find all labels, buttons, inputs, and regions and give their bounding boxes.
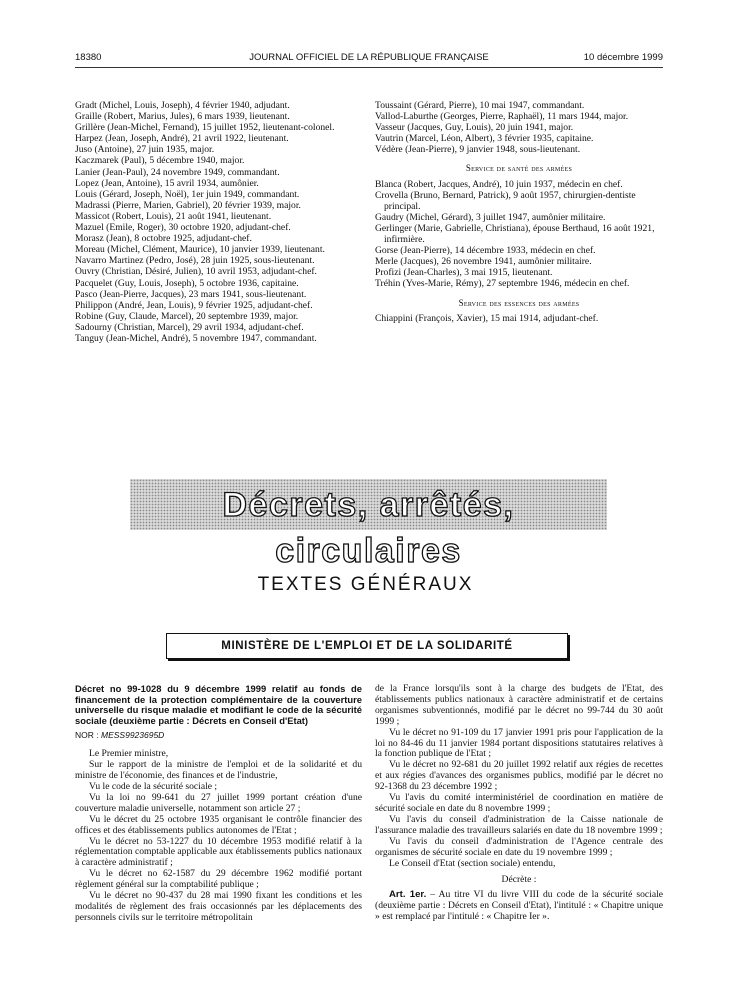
page-header (75, 52, 663, 66)
list-item: Gerlinger (Marie, Gabrielle, Christiana), épouse Berthaud, 16 août 1921, infirmière. (375, 222, 655, 246)
decree-paragraph: Vu le décret du 25 octobre 1935 organisant le contrôle financier des offices et des établissements publics autonomes de l'Etat ; (75, 813, 362, 836)
page-number: 18380 (75, 52, 102, 63)
list-item: Ouvry (Christian, Désiré, Julien), 10 avril 1953, adjudant-chef. (75, 266, 317, 278)
decree-paragraph: de la France lorsqu'ils sont à la charge des budgets de l'Etat, des établissements publics nationaux à caractère administratif et de certains organismes subventionnés, modifié par le décret no 99-744 du 30 août 1999 ; (375, 683, 663, 727)
decree-paragraph: Vu le décret no 53-1227 du 10 décembre 1953 modifié relatif à la réglementation comptable applicable aux établissements publics nationaux à caractère administratif ; (75, 835, 362, 869)
header-rule (75, 67, 663, 68)
list-item: Juso (Antoine), 27 juin 1935, major. (75, 144, 215, 156)
right-list-column (375, 100, 663, 324)
article-text: – Au titre VI du livre VIII du code de la sécurité sociale (deuxième partie : Décrets en Conseil d'Etat), l'intitulé : « Chapitre unique » est remplacé par l'intitulé : « Chapitre Ier ». (375, 889, 664, 923)
list-item: Merle (Jacques), 26 novembre 1941, aumônier militaire. (375, 256, 592, 268)
list-item: Harpez (Jean, Joseph, André), 21 avril 1922, lieutenant. (75, 133, 289, 145)
list-item: Navarro Martinez (Pedro, José), 28 juin 1925, sous-lieutenant. (75, 255, 315, 267)
list-item: Mazuel (Emile, Roger), 30 octobre 1920, adjudant-chef. (75, 222, 291, 234)
decrete-label: Décrète : (501, 874, 537, 886)
list-item: Crovella (Bruno, Bernard, Patrick), 9 août 1957, chirurgien-dentiste principal. (375, 189, 636, 212)
list-item: Louis (Gérard, Joseph, Noël), 1er juin 1949, commandant. (75, 188, 300, 200)
decree-paragraph: Vu le code de la sécurité sociale ; (89, 781, 218, 792)
list-item: Moreau (Michel, Clément, Maurice), 10 janvier 1939, lieutenant. (75, 244, 325, 256)
textes-generaux-heading: TEXTES GÉNÉRAUX (257, 574, 474, 595)
list-item: Vautrin (Marcel, Léon, Albert), 3 février 1935, capitaine. (375, 133, 594, 145)
list-item: Profizi (Jean-Charles), 3 mai 1915, lieutenant. (375, 267, 553, 279)
list-item: Védère (Jean-Pierre), 9 janvier 1948, sous-lieutenant. (375, 144, 581, 156)
nor-label: NOR : (75, 730, 99, 741)
list-item: Tanguy (Jean-Michel, André), 5 novembre 1947, commandant. (75, 332, 317, 344)
decree-paragraph: Vu le décret no 90-437 du 28 mai 1990 fixant les conditions et les modalités de règlement des frais occasionnés par les déplacements des personnels civils sur le territoire métropolitain (75, 890, 362, 923)
decree-right-column (375, 684, 663, 923)
list-item: Pacquelet (Guy, Louis, Joseph), 5 octobre 1936, capitaine. (75, 277, 299, 289)
decree-paragraph: Vu le décret no 92-681 du 20 juillet 1992 relatif aux régies de recettes et aux régies d'avances des organismes publics, modifié par le décret no 92-1368 du 23 décembre 1992 ; (375, 759, 663, 793)
list-item: Lopez (Jean, Antoine), 15 avril 1934, aumônier. (75, 177, 259, 189)
decree-paragraph: Le Conseil d'Etat (section sociale) entendu, (389, 857, 556, 869)
decree-paragraph: Vu la loi no 99-641 du 27 juillet 1999 portant création d'une couverture maladie universelle, notamment son article 27 ; (75, 791, 362, 814)
list-item: Gradt (Michel, Louis, Joseph), 4 février 1940, adjudant. (75, 100, 290, 111)
decree-paragraph: Vu l'avis du comité interministériel de coordination en matière de sécurité sociale en date du 8 novembre 1999 ; (375, 792, 663, 814)
decree-paragraph: Le Premier ministre, (89, 748, 169, 760)
decree-paragraph: Vu l'avis du conseil d'administration de la Caisse nationale de l'assurance maladie des travailleurs salariés en date du 18 novembre 1999 ; (375, 813, 663, 836)
list-item: Gorse (Jean-Pierre), 14 décembre 1933, médecin en chef. (375, 245, 596, 257)
decree-paragraph: Vu le décret no 91-109 du 17 janvier 1991 pris pour l'application de la loi no 84-46 du 11 janvier 1984 portant dispositions statutaires relatives à la fonction publique de l'Etat ; (375, 726, 663, 760)
decree-left-column (75, 684, 362, 924)
article-1 (375, 890, 663, 923)
list-item: Lanier (Jean-Paul), 24 novembre 1949, commandant. (75, 166, 280, 178)
section-banner-title: Décrets, arrêtés, circulaires (222, 486, 515, 570)
list-item: Kaczmarek (Paul), 5 décembre 1940, major. (75, 155, 245, 167)
nor-code: MESS9923695D (101, 730, 165, 741)
list-item: Massicot (Robert, Louis), 21 août 1941, lieutenant. (75, 210, 272, 222)
left-list-column (75, 100, 363, 344)
section-heading-essences: Service des essences des armées (458, 297, 580, 308)
list-item: Blanca (Robert, Jacques, André), 10 juin 1937, médecin en chef. (375, 178, 623, 190)
decree-paragraph: Sur le rapport de la ministre de l'emploi et de la solidarité et du ministre de l'économie, des finances et de l'industrie, (75, 759, 362, 782)
list-item: Pasco (Jean-Pierre, Jacques), 23 mars 1941, sous-lieutenant. (75, 288, 307, 300)
list-item: Vallod-Laburthe (Georges, Pierre, Raphaël), 11 mars 1944, major. (375, 111, 629, 123)
section-heading-sante: Service de santé des armées (465, 163, 573, 174)
list-item: Philippon (André, Jean, Louis), 9 février 1925, adjudant-chef. (75, 299, 313, 311)
decree-title: Décret no 99-1028 du 9 décembre 1999 relatif au fonds de financement de la protection complémentaire de la couverture universelle du risque maladie et modifiant le code de la sécurité sociale (deuxième partie : Décrets en Conseil d'Etat) (75, 683, 362, 726)
list-item: Robine (Guy, Claude, Marcel), 20 septembre 1939, major. (75, 310, 299, 322)
list-item: Chiappini (François, Xavier), 15 mai 1914, adjudant-chef. (375, 312, 599, 324)
list-item: Gaudry (Michel, Gérard), 3 juillet 1947, aumônier militaire. (375, 211, 606, 223)
list-item: Morasz (Jean), 8 octobre 1925, adjudant-chef. (75, 233, 252, 245)
decree-paragraph: Vu le décret no 62-1587 du 29 décembre 1962 modifié portant règlement général sur la comptabilité publique ; (75, 868, 362, 891)
article-label: Art. 1er. (389, 889, 427, 901)
list-item: Grillère (Jean-Michel, Fernand), 15 juillet 1952, lieutenant-colonel. (75, 122, 335, 134)
list-item: Tréhin (Yves-Marie, Rémy), 27 septembre 1946, médecin en chef. (375, 278, 630, 290)
list-item: Sadourny (Christian, Marcel), 29 avril 1934, adjudant-chef. (75, 321, 304, 333)
decree-paragraph: Vu l'avis du conseil d'administration de l'Agence centrale des organismes de sécurité sociale en date du 19 novembre 1999 ; (375, 835, 663, 858)
list-item: Graille (Robert, Marius, Jules), 6 mars 1939, lieutenant. (75, 111, 290, 123)
ministry-heading-box: MINISTÈRE DE L'EMPLOI ET DE LA SOLIDARITÉ (166, 633, 568, 659)
nor-reference (75, 730, 362, 741)
list-item: Toussaint (Gérard, Pierre), 10 mai 1947, commandant. (375, 100, 585, 111)
journal-title: JOURNAL OFFICIEL DE LA RÉPUBLIQUE FRANÇAISE (249, 52, 489, 63)
list-item: Vasseur (Jacques, Guy, Louis), 20 juin 1941, major. (375, 122, 574, 134)
list-item: Madrassi (Pierre, Marien, Gabriel), 20 février 1939, major. (75, 199, 301, 211)
issue-date: 10 décembre 1999 (583, 52, 663, 63)
